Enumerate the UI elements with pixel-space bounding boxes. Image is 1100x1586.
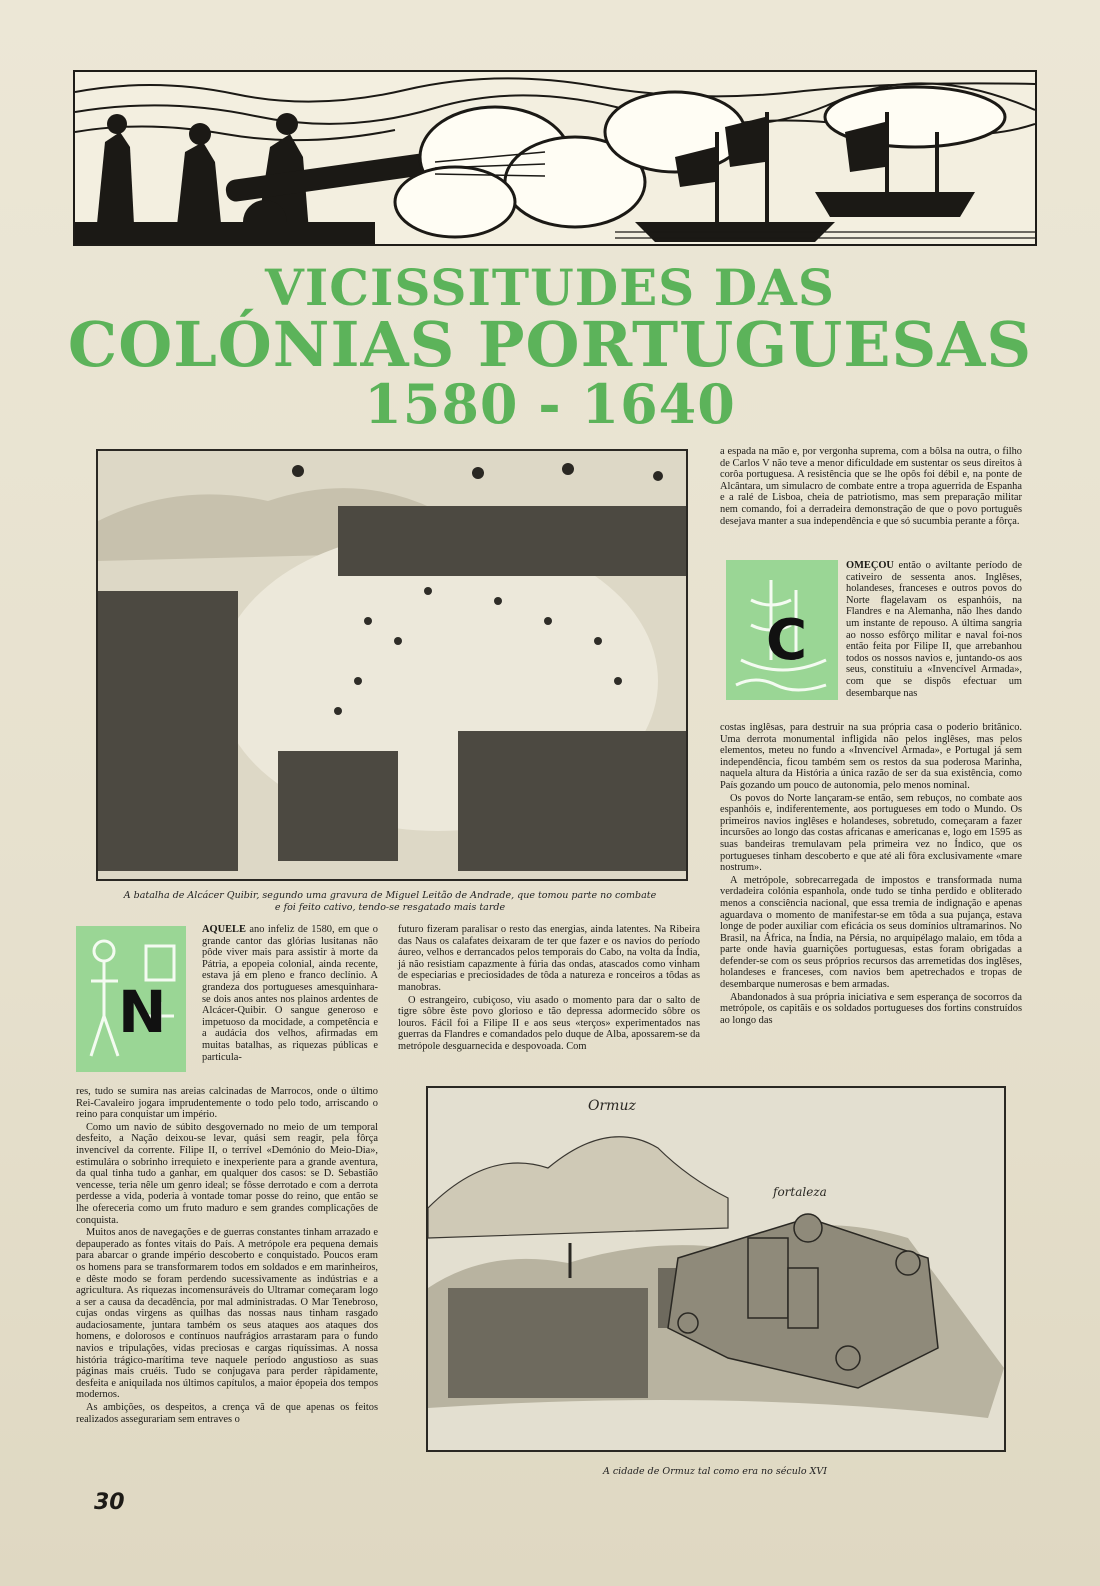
title-line-1: VICISSITUDES DAS (265, 258, 835, 317)
col1-paragraph-3: Muitos anos de navegações e de guerras constantes tinham arrazado e depauperado as fontes vitais do País. A metrópole era pequena demais para abarcar o grande império descoberto e conquistado. Poucos eram os homens para se transformarem todos em soldados e em marinheiros, e dêste modo se foram perdendo sucessivamente as indústrias e a agricultura. As riquezas incomensuráveis do Ultramar começaram logo a ser a causa da decadência, por mal administradas. O Mar Tenebroso, cujas ondas virgens as quilhas das nossas naus tinham rasgado audaciosamente, juntara também os seus ataques aos ataques dos homens, e dolorosos e contínuos naufrágios arrastaram para o fundo navios e tripulações, vidas preciosas e cargas riquíssimas. A nossa história trágico-marítima teve naquele período angustioso as suas páginas mais cruéis. Tudo se conjugava para perder ràpidamente, desfeita e aniquilada nos últimos capítulos, a maior épopeia dos tempos modernos. (76, 1227, 378, 1401)
title-line-2: COLÓNIAS PORTUGUESAS (67, 308, 1033, 381)
col3-paragraph-1: a espada na mão e, por vergonha suprema, com a bôlsa na outra, o filho de Carlos V não teve a menor dificuldade em sustentar os seus direitos à corôa portuguesa. A resistência que se lhe opôs foi débil e, na ponte de Alcântara, um simulacro de combate entre a tropa aguerrida de Espanha e a ralé de Lisboa, cheia de patriotismo, mas sem preparação militar nem comando, foi a derradeira demonstração de que o povo português desejava manter a sua independência e que só sucumbia perante a fôrça. (720, 446, 1022, 527)
column-2 (398, 924, 700, 1054)
column-1-rest (76, 1086, 378, 1426)
battle-engraving (98, 451, 686, 879)
map-label-ormuz: Ormuz (588, 1098, 636, 1114)
woodcut-illustration (75, 72, 1035, 244)
col3-paragraph-3: Os povos do Norte lançaram-se então, sem rebuços, no combate aos espanhóis e, indiferentemente, aos portugueses em todo o Mundo. Os primeiros navios inglêses e holandeses, sobretudo, começaram a fazer incursões ao longo das costas africanas e americanas e, logo em 1595 as suas bandeiras tremulavam pela primeira vez no Índico, que os portugueses tinham descoberto e que até ali fôra exclusivamente «mare nostrum». (720, 792, 1022, 874)
ormuz-caption: A cidade de Ormuz tal como era no século XVI (602, 1466, 828, 1477)
header-woodcut-banner (73, 70, 1037, 246)
page-number: 30 (94, 1490, 125, 1515)
col1-paragraph-1-cont: res, tudo se sumira nas areias calcinadas de Marrocos, onde o último Rei-Cavaleiro jogara imprudentemente o todo pelo todo, arriscando o reino para conquistar um império. (76, 1086, 378, 1121)
ormuz-drawing (428, 1088, 1004, 1450)
drop-cap-letter-c: C (766, 608, 808, 673)
lead-word-omecou: OMEÇOU (846, 560, 894, 571)
col2-paragraph-2: O estrangeiro, cubiçoso, viu asado o momento para dar o salto de tigre sôbre êste povo glorioso e tão depressa adormecido sôbre os louros. Fácil foi a Filipe II e aos seus «terços» experimentados nas guerras da Flandres e comandados pelo duque de Alba, apossarem-se da metrópole desguarnecida e despovoada. Com (398, 994, 700, 1052)
title-line-3: 1580 - 1640 (364, 372, 736, 436)
battle-engraving-image (96, 449, 688, 881)
col3-paragraph-2-cont: costas inglêsas, para destruir na sua própria casa o poderio britânico. Uma derrota monumental infligida não pelos inglêses, mas pelos elementos, meteu no fundo a «Invencível Armada», e Portugal já sem independência, ficou também sem os restos da sua poderosa Marinha, naquela altura da História a única razão de ser da sua existência, como País gozando um pouco de autonomia, pelo menos nominal. (720, 722, 1022, 791)
col2-paragraph-1: futuro fizeram paralisar o resto das energias, ainda latentes. Na Ribeira das Naus os calafates deixaram de ter que fazer e os navios do período áureo, velhos e derrancados pelos temporais do Cabo, na volta da Índia, já não resistiam capazmente à fúria das ondas, atascados como vinham de especiarias e preciosidades de tôda a natureza e ronceiros a tôdas as manobras. (398, 924, 700, 993)
map-label-fortaleza: fortaleza (773, 1185, 827, 1199)
column-3-rest (720, 722, 1022, 1027)
column-3-wrap (846, 560, 1022, 700)
col1-paragraph-2: Como um navio de súbito desgovernado no meio de um temporal desfeito, a Nação deixou-se levar, quási sem reagir, pela fôrça invencível da corrente. Filipe II, o terrível «Demónio do Meio-Dia», estimulára o sobrinho irrequieto e inexperiente para a grande aventura, da qual tinha tudo a ganhar, em qualquer dos casos: se D. Sebastião vencesse, teria nêle um genro ideal; se fôsse derrotado e com a derrota perdesse a vida, poderia à vontade tomar posse do reino, que então se lhe ofereceria como um fruto maduro e sem grandes complicações de conquista. (76, 1121, 378, 1226)
ormuz-map-image (426, 1086, 1006, 1452)
drop-cap-n-box (76, 926, 186, 1072)
column-3-top (720, 446, 1022, 528)
col3-paragraph-5: Abandonados à sua própria iniciativa e sem esperança de socorros da metrópole, os capitãis e os soldados portugueses dos fortins construídos ao longo das (720, 991, 1022, 1026)
drop-cap-c-box (726, 560, 838, 700)
col1-paragraph-4: As ambições, os despeitos, a crença vã de que apenas os feitos realizados assegurariam sem entraves o (76, 1402, 378, 1425)
lead-word-aquele: AQUELE (202, 924, 246, 935)
battle-caption: A batalha de Alcácer Quibir, segundo uma gravura de Miguel Leitão de Andrade, que tomou parte no combate e foi feito cativo, tendo-se resgatado mais tarde (123, 890, 657, 913)
drop-cap-letter-n: N (118, 978, 167, 1046)
col3-paragraph-2-wrap: então o aviltante período de cativeiro de sessenta anos. Inglêses, holandeses, franceses e outros povos do Norte flagelavam os espanhóis, na Flandres e na Alemanha, não lhes dando um instante de repouso. A última sangria ao nosso esfôrço militar e naval foi-nos então feita por Filipe II, que arrebanhou todos os nossos navios e, juntando-os aos seus, constituiu a «Invencível Armada», com que se dispôs efectuar um desembarque nas (846, 560, 1022, 699)
column-1-wrap (202, 924, 378, 1064)
col3-paragraph-4: A metrópole, sobrecarregada de impostos e transformada numa verdadeira colónia espanhola, onde tudo se tinha perdido e obliterado menos a consciência nacional, que essa tremia de indignação e apenas aguardava o momento de manifestar-se em tôda a sua pujança, estava longe de poder auxiliar com eficácia os seus domínios ultramarinos. No Brasil, na África, na Índia, na Pérsia, no arquipélago malaio, em tôda a parte onde havia guarnições portuguesas, estas foram obrigadas a defender-se com os seus próprios recursos das arremetidas dos inglêses, holandeses e franceses, com navios bem apetrechados e tropas de desembarque numerosas e bem armadas. (720, 874, 1022, 991)
col1-paragraph-1-wrap: ano infeliz de 1580, em que o grande cantor das glórias lusitanas não pôde viver mais para assistir à morte da Pátria, a epopeia colonial, ainda recente, estava já em pleno e franco declínio. A grandeza dos portugueses amesquinhara-se dois anos antes nos plainos ardentes de Alcácer-Quibir. O sangue generoso e impetuoso da mocidade, a competência e a audácia dos velhos, afirmadas em muitas batalhas, as riquezas públicas e particula- (202, 924, 378, 1063)
